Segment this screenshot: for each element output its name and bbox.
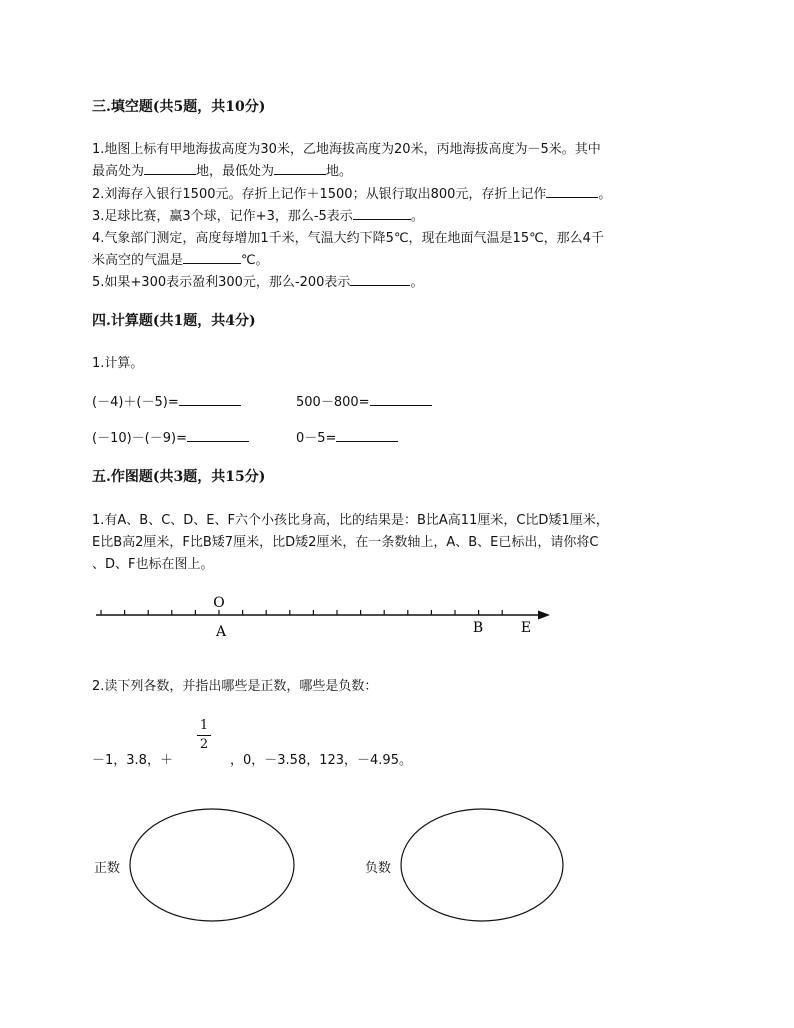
calc-expr-1 [92, 391, 241, 410]
fraction-numerator: 1 [199, 718, 209, 733]
point-label-a: A [215, 624, 227, 640]
calc-q1: 1.计算。 [92, 356, 144, 371]
fill-q3-end: 。 [410, 209, 424, 224]
fill-q1-text-b: 地，最低处为 [196, 164, 275, 179]
calc-expr-3-text: (－10)－(－9)= [92, 431, 187, 446]
draw-q1-line3: 、D、F也标在图上。 [92, 557, 214, 572]
fill-q4-line1: 4.气象部门测定，高度每增加1千米，气温大约下降5℃，现在地面气温是15℃，那么4千 [92, 231, 604, 246]
calc-expr-4-text: 0－5= [296, 431, 337, 446]
positive-label: 正数 [94, 861, 121, 876]
fill-q1-line2 [92, 160, 352, 179]
positive-oval[interactable] [127, 806, 297, 924]
negative-label: 负数 [365, 861, 392, 876]
section-heading-draw: 五.作图题(共3题，共15分) [92, 469, 266, 485]
section-heading-calc: 四.计算题(共1题，共4分) [92, 313, 256, 329]
number-line [90, 588, 560, 644]
fill-q1-text-a: 最高处为 [92, 164, 145, 179]
point-label-o: O [213, 595, 225, 611]
fill-q5-text: 5.如果+300表示盈利300元，那么-200表示 [92, 275, 351, 290]
answer-blank[interactable] [187, 429, 249, 442]
draw-q1-line1: 1.有A、B、C、D、E、F六个小孩比身高，比的结果是：B比A高11厘米，C比D矮1厘米， [92, 513, 609, 528]
fill-q3-text: 3.足球比赛，赢3个球，记作+3，那么-5表示 [92, 209, 353, 224]
fill-q5 [92, 271, 423, 290]
fill-q1-text-c: 地。 [326, 164, 353, 179]
fill-q1-line1: 1.地图上标有甲地海拔高度为30米，乙地海拔高度为20米，丙地海拔高度为－5米。其中 [92, 142, 601, 157]
calc-expr-4 [296, 427, 398, 446]
fraction-denominator: 2 [199, 737, 209, 752]
fill-q3 [92, 205, 424, 224]
fraction-bar [197, 735, 211, 736]
point-label-e: E [520, 620, 532, 636]
fill-q2 [92, 183, 611, 202]
answer-blank[interactable] [274, 162, 326, 175]
calc-expr-2-text: 500－800= [296, 395, 370, 410]
fill-q2-end: 。 [598, 187, 612, 202]
answer-blank[interactable] [179, 393, 241, 406]
fraction [197, 718, 211, 752]
answer-blank[interactable] [336, 429, 398, 442]
calc-expr-1-text: (－4)＋(－5)= [92, 395, 179, 410]
number-line-arrow-icon [538, 611, 550, 620]
draw-q1-line2: E比B高2厘米，F比B矮7厘米，比D矮2厘米，在一条数轴上，A、B、E已标出，请你将C [92, 535, 599, 550]
point-label-b: B [472, 620, 484, 636]
calc-expr-2 [296, 391, 432, 410]
negative-oval[interactable] [398, 806, 568, 924]
calc-expr-3 [92, 427, 249, 446]
numbers-part-b: ，0，－3.58，123，－4.95。 [230, 753, 412, 768]
answer-blank[interactable] [144, 162, 196, 175]
numbers-part-a: －1，3.8，＋ [92, 753, 173, 768]
section-heading-fill: 三.填空题(共5题，共10分) [92, 99, 266, 115]
answer-blank[interactable] [546, 185, 598, 198]
fill-q4-text: 米高空的气温是 [92, 253, 184, 268]
fill-q2-text: 2.刘海存入银行1500元。存折上记作＋1500；从银行取出800元，存折上记作 [92, 187, 547, 202]
answer-blank[interactable] [353, 207, 411, 220]
fill-q4-end: ℃。 [241, 253, 269, 268]
draw-q2: 2.读下列各数，并指出哪些是正数，哪些是负数： [92, 679, 378, 694]
answer-blank[interactable] [350, 273, 410, 286]
answer-blank[interactable] [183, 251, 241, 264]
answer-blank[interactable] [370, 393, 432, 406]
fill-q5-end: 。 [410, 275, 424, 290]
fill-q4-line2 [92, 249, 269, 268]
